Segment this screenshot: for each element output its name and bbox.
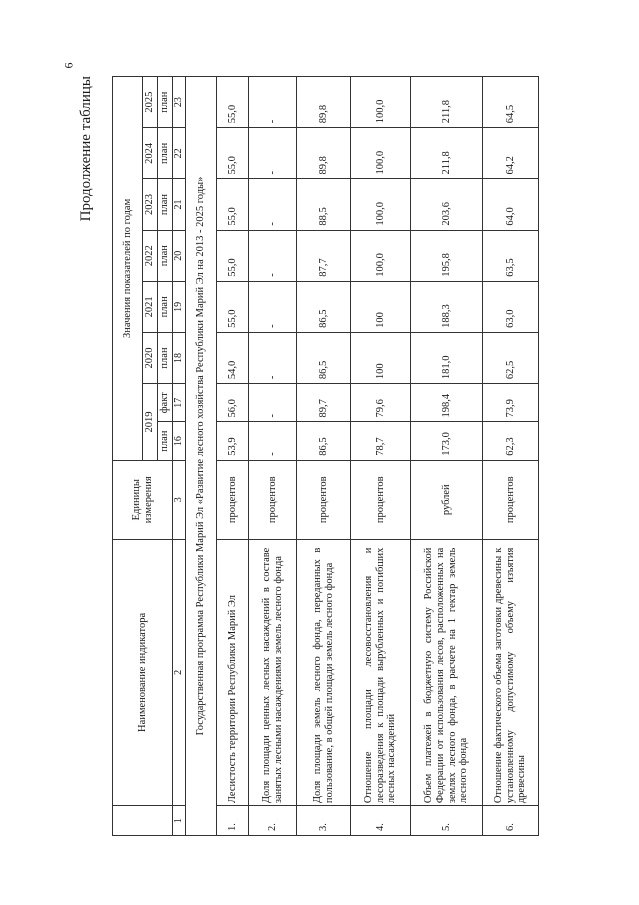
continuation-title: Продолжение таблицы — [78, 76, 94, 222]
value-cell: 54,0 — [217, 332, 249, 383]
value-cell: 78,7 — [351, 422, 411, 460]
value-cell: 79,6 — [351, 384, 411, 422]
table-row — [249, 77, 297, 836]
table-row — [217, 77, 249, 836]
header-units: Единицы измерения — [113, 460, 173, 539]
table-row — [411, 77, 483, 836]
row-index: 4. — [351, 806, 411, 836]
row-index: 5. — [411, 806, 483, 836]
header-year: 2024 — [143, 128, 158, 179]
header-year: 2019 — [143, 384, 158, 461]
value-cell: 203,6 — [411, 179, 483, 230]
header-sub-plan: план — [158, 422, 173, 460]
indicator-name: Доля площади земель лесного фонда, переданных в пользование, в общей площади земель лесного фонда — [297, 539, 351, 805]
rotated-table-sheet — [78, 76, 612, 836]
value-cell: 88,5 — [297, 179, 351, 230]
header-name: Наименование индикатора — [113, 539, 173, 805]
header-sub-plan: план — [158, 128, 173, 179]
indicator-name: Объем платежей в бюджетную систему Российской Федерации от использования лесов, расположенных на землях лесного фонда, в расчете на 1 гектар земель лесного фонда — [411, 539, 483, 805]
col-number: 22 — [173, 128, 186, 179]
page-number: 6 — [61, 62, 76, 69]
header-sub-fact: факт — [158, 384, 173, 422]
value-cell: 188,3 — [411, 281, 483, 332]
value-cell: 64,5 — [483, 77, 539, 128]
row-index: 1. — [217, 806, 249, 836]
indicator-table — [112, 76, 539, 836]
value-cell: - — [249, 332, 297, 383]
col-number: 20 — [173, 230, 186, 281]
value-cell: 55,0 — [217, 230, 249, 281]
value-cell: 87,7 — [297, 230, 351, 281]
row-index: 6. — [483, 806, 539, 836]
header-year: 2023 — [143, 179, 158, 230]
value-cell: 86,5 — [297, 281, 351, 332]
row-index: 2. — [249, 806, 297, 836]
col-number: 19 — [173, 281, 186, 332]
value-cell: - — [249, 179, 297, 230]
value-cell: 62,3 — [483, 422, 539, 460]
value-cell: 89,8 — [297, 128, 351, 179]
value-cell: 195,8 — [411, 230, 483, 281]
table-body — [217, 77, 539, 836]
header-values-group: Значения показателей по годам — [113, 77, 143, 461]
value-cell: 100,0 — [351, 179, 411, 230]
value-cell: 63,0 — [483, 281, 539, 332]
value-cell: - — [249, 384, 297, 422]
indicator-name: Доля площади ценных лесных насаждений в составе занятых лесными насаждениями земель лесного фонда — [249, 539, 297, 805]
header-year: 2022 — [143, 230, 158, 281]
value-cell: 89,8 — [297, 77, 351, 128]
value-cell: 211,8 — [411, 77, 483, 128]
value-cell: 56,0 — [217, 384, 249, 422]
col-number: 21 — [173, 179, 186, 230]
value-cell: 64,2 — [483, 128, 539, 179]
indicator-name: Лесистость территории Республики Марий Эл — [217, 539, 249, 805]
header-index-blank — [113, 806, 173, 836]
header-year: 2020 — [143, 332, 158, 383]
indicator-name: Отношение площади лесовосстановления и лесоразведения к площади вырубленных и погибших лесных насаждений — [351, 539, 411, 805]
col-number: 23 — [173, 77, 186, 128]
col-number: 2 — [173, 539, 186, 805]
value-cell: 100,0 — [351, 77, 411, 128]
value-cell: 62,5 — [483, 332, 539, 383]
value-cell: 55,0 — [217, 77, 249, 128]
unit-cell: процентов — [351, 460, 411, 539]
header-year: 2021 — [143, 281, 158, 332]
value-cell: 100 — [351, 332, 411, 383]
header-sub-plan: план — [158, 281, 173, 332]
value-cell: 73,9 — [483, 384, 539, 422]
table-row — [351, 77, 411, 836]
value-cell: - — [249, 230, 297, 281]
table-row — [483, 77, 539, 836]
value-cell: 86,5 — [297, 332, 351, 383]
col-number: 1 — [173, 806, 186, 836]
value-cell: - — [249, 128, 297, 179]
value-cell: 100,0 — [351, 128, 411, 179]
value-cell: 86,5 — [297, 422, 351, 460]
value-cell: 173,0 — [411, 422, 483, 460]
value-cell: 100,0 — [351, 230, 411, 281]
value-cell: - — [249, 422, 297, 460]
table-row — [297, 77, 351, 836]
header-sub-plan: план — [158, 230, 173, 281]
value-cell: 211,8 — [411, 128, 483, 179]
value-cell: 55,0 — [217, 128, 249, 179]
unit-cell: процентов — [483, 460, 539, 539]
col-number: 17 — [173, 384, 186, 422]
value-cell: 100 — [351, 281, 411, 332]
value-cell: 198,4 — [411, 384, 483, 422]
col-number: 3 — [173, 460, 186, 539]
header-sub-plan: план — [158, 332, 173, 383]
unit-cell: процентов — [249, 460, 297, 539]
unit-cell: процентов — [297, 460, 351, 539]
value-cell: 55,0 — [217, 281, 249, 332]
header-sub-plan: план — [158, 77, 173, 128]
value-cell: - — [249, 281, 297, 332]
value-cell: 181,0 — [411, 332, 483, 383]
value-cell: - — [249, 77, 297, 128]
header-sub-plan: план — [158, 179, 173, 230]
value-cell: 55,0 — [217, 179, 249, 230]
value-cell: 63,5 — [483, 230, 539, 281]
row-index: 3. — [297, 806, 351, 836]
col-number: 16 — [173, 422, 186, 460]
value-cell: 89,7 — [297, 384, 351, 422]
value-cell: 53,9 — [217, 422, 249, 460]
indicator-name: Отношение фактического объема заготовки древесины к установленному допустимому объему изъятия древесины — [483, 539, 539, 805]
unit-cell: рублей — [411, 460, 483, 539]
value-cell: 64,0 — [483, 179, 539, 230]
program-title: Государственная программа Республики Марий Эл «Развитие лесного хозяйства Республики Марий Эл на 2013 - 2025 годы» — [186, 77, 217, 836]
col-number: 18 — [173, 332, 186, 383]
header-year: 2025 — [143, 77, 158, 128]
unit-cell: процентов — [217, 460, 249, 539]
